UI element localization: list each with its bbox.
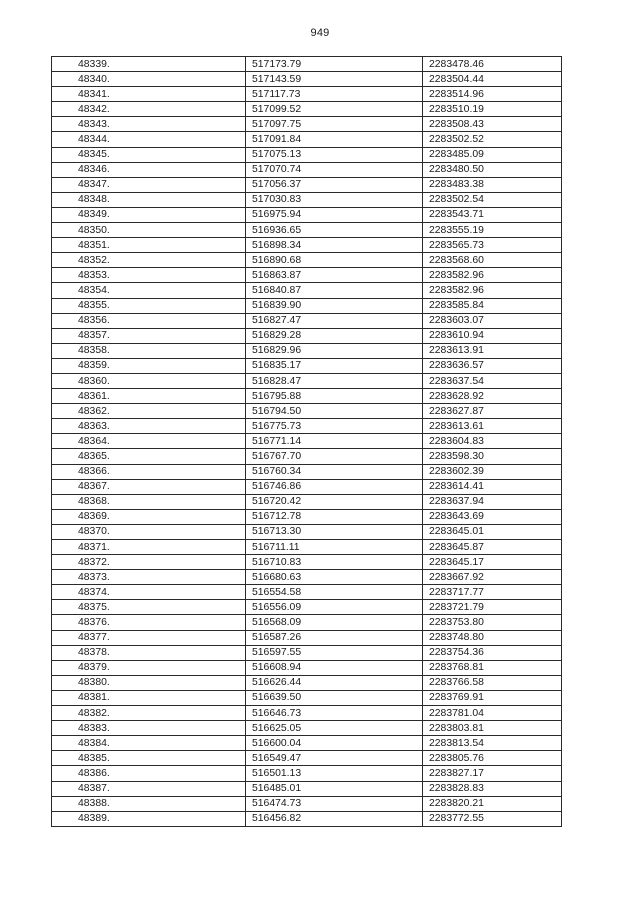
x-coordinate-cell: 516646.73 (246, 706, 423, 721)
table-row (52, 313, 562, 328)
table-row (52, 600, 562, 615)
point-number-cell: 48381. (52, 690, 246, 705)
y-coordinate-cell: 2283508.43 (423, 117, 562, 132)
x-coordinate-cell: 516840.87 (246, 283, 423, 298)
y-coordinate-cell: 2283543.71 (423, 207, 562, 222)
table-row (52, 690, 562, 705)
y-coordinate-cell: 2283813.54 (423, 736, 562, 751)
table-row (52, 162, 562, 177)
y-coordinate-cell: 2283502.54 (423, 192, 562, 207)
y-coordinate-cell: 2283628.92 (423, 389, 562, 404)
point-number-cell: 48379. (52, 660, 246, 675)
coordinates-table (51, 56, 562, 827)
point-number-cell: 48376. (52, 615, 246, 630)
table-row (52, 509, 562, 524)
x-coordinate-cell: 516936.65 (246, 223, 423, 238)
x-coordinate-cell: 516639.50 (246, 690, 423, 705)
x-coordinate-cell: 516771.14 (246, 434, 423, 449)
y-coordinate-cell: 2283643.69 (423, 509, 562, 524)
table-row (52, 796, 562, 811)
x-coordinate-cell: 516827.47 (246, 313, 423, 328)
point-number-cell: 48373. (52, 570, 246, 585)
x-coordinate-cell: 516760.34 (246, 464, 423, 479)
page-number: 949 (310, 27, 330, 39)
x-coordinate-cell: 517173.79 (246, 57, 423, 72)
point-number-cell: 48371. (52, 540, 246, 555)
point-number-cell: 48378. (52, 645, 246, 660)
y-coordinate-cell: 2283636.57 (423, 358, 562, 373)
table-row (52, 298, 562, 313)
point-number-cell: 48344. (52, 132, 246, 147)
y-coordinate-cell: 2283637.94 (423, 494, 562, 509)
y-coordinate-cell: 2283565.73 (423, 238, 562, 253)
point-number-cell: 48346. (52, 162, 246, 177)
x-coordinate-cell: 516712.78 (246, 509, 423, 524)
x-coordinate-cell: 516474.73 (246, 796, 423, 811)
y-coordinate-cell: 2283483.38 (423, 177, 562, 192)
x-coordinate-cell: 516890.68 (246, 253, 423, 268)
point-number-cell: 48366. (52, 464, 246, 479)
table-row (52, 675, 562, 690)
y-coordinate-cell: 2283514.96 (423, 87, 562, 102)
y-coordinate-cell: 2283768.81 (423, 660, 562, 675)
y-coordinate-cell: 2283504.44 (423, 72, 562, 87)
table-row (52, 57, 562, 72)
table-row (52, 660, 562, 675)
y-coordinate-cell: 2283721.79 (423, 600, 562, 615)
y-coordinate-cell: 2283480.50 (423, 162, 562, 177)
point-number-cell: 48368. (52, 494, 246, 509)
point-number-cell: 48339. (52, 57, 246, 72)
y-coordinate-cell: 2283478.46 (423, 57, 562, 72)
table-row (52, 811, 562, 826)
x-coordinate-cell: 516795.88 (246, 389, 423, 404)
table-row (52, 328, 562, 343)
point-number-cell: 48377. (52, 630, 246, 645)
y-coordinate-cell: 2283828.83 (423, 781, 562, 796)
x-coordinate-cell: 516829.28 (246, 328, 423, 343)
table-row (52, 615, 562, 630)
x-coordinate-cell: 517143.59 (246, 72, 423, 87)
y-coordinate-cell: 2283582.96 (423, 268, 562, 283)
x-coordinate-cell: 517117.73 (246, 87, 423, 102)
point-number-cell: 48384. (52, 736, 246, 751)
y-coordinate-cell: 2283502.52 (423, 132, 562, 147)
y-coordinate-cell: 2283645.01 (423, 524, 562, 539)
point-number-cell: 48382. (52, 706, 246, 721)
table-row (52, 766, 562, 781)
x-coordinate-cell: 516608.94 (246, 660, 423, 675)
table-row (52, 102, 562, 117)
y-coordinate-cell: 2283667.92 (423, 570, 562, 585)
point-number-cell: 48383. (52, 721, 246, 736)
y-coordinate-cell: 2283598.30 (423, 449, 562, 464)
table-row (52, 751, 562, 766)
table-row (52, 585, 562, 600)
y-coordinate-cell: 2283820.21 (423, 796, 562, 811)
point-number-cell: 48351. (52, 238, 246, 253)
point-number-cell: 48350. (52, 223, 246, 238)
point-number-cell: 48372. (52, 555, 246, 570)
table-row (52, 781, 562, 796)
y-coordinate-cell: 2283754.36 (423, 645, 562, 660)
x-coordinate-cell: 516711.11 (246, 540, 423, 555)
point-number-cell: 48370. (52, 524, 246, 539)
point-number-cell: 48364. (52, 434, 246, 449)
coordinates-table-body (52, 57, 562, 827)
x-coordinate-cell: 516556.09 (246, 600, 423, 615)
point-number-cell: 48388. (52, 796, 246, 811)
y-coordinate-cell: 2283555.19 (423, 223, 562, 238)
table-row (52, 192, 562, 207)
x-coordinate-cell: 517091.84 (246, 132, 423, 147)
x-coordinate-cell: 516794.50 (246, 404, 423, 419)
point-number-cell: 48353. (52, 268, 246, 283)
x-coordinate-cell: 516626.44 (246, 675, 423, 690)
table-row (52, 555, 562, 570)
table-row (52, 268, 562, 283)
point-number-cell: 48341. (52, 87, 246, 102)
x-coordinate-cell: 516600.04 (246, 736, 423, 751)
point-number-cell: 48355. (52, 298, 246, 313)
point-number-cell: 48340. (52, 72, 246, 87)
x-coordinate-cell: 516746.86 (246, 479, 423, 494)
point-number-cell: 48342. (52, 102, 246, 117)
x-coordinate-cell: 517056.37 (246, 177, 423, 192)
table-row (52, 479, 562, 494)
y-coordinate-cell: 2283485.09 (423, 147, 562, 162)
point-number-cell: 48357. (52, 328, 246, 343)
x-coordinate-cell: 516554.58 (246, 585, 423, 600)
y-coordinate-cell: 2283803.81 (423, 721, 562, 736)
table-row (52, 343, 562, 358)
x-coordinate-cell: 516863.87 (246, 268, 423, 283)
y-coordinate-cell: 2283772.55 (423, 811, 562, 826)
table-row (52, 419, 562, 434)
x-coordinate-cell: 517030.83 (246, 192, 423, 207)
y-coordinate-cell: 2283645.17 (423, 555, 562, 570)
y-coordinate-cell: 2283805.76 (423, 751, 562, 766)
point-number-cell: 48348. (52, 192, 246, 207)
table-row (52, 389, 562, 404)
x-coordinate-cell: 516828.47 (246, 373, 423, 388)
table-row (52, 223, 562, 238)
point-number-cell: 48387. (52, 781, 246, 796)
x-coordinate-cell: 516568.09 (246, 615, 423, 630)
point-number-cell: 48385. (52, 751, 246, 766)
table-row (52, 72, 562, 87)
point-number-cell: 48352. (52, 253, 246, 268)
table-row (52, 147, 562, 162)
table-row (52, 524, 562, 539)
point-number-cell: 48360. (52, 373, 246, 388)
table-row (52, 238, 562, 253)
y-coordinate-cell: 2283602.39 (423, 464, 562, 479)
table-row (52, 117, 562, 132)
table-row (52, 358, 562, 373)
point-number-cell: 48389. (52, 811, 246, 826)
x-coordinate-cell: 517097.75 (246, 117, 423, 132)
y-coordinate-cell: 2283781.04 (423, 706, 562, 721)
x-coordinate-cell: 516829.96 (246, 343, 423, 358)
x-coordinate-cell: 516720.42 (246, 494, 423, 509)
table-row (52, 132, 562, 147)
y-coordinate-cell: 2283568.60 (423, 253, 562, 268)
table-row (52, 283, 562, 298)
point-number-cell: 48356. (52, 313, 246, 328)
table-row (52, 736, 562, 751)
table-row (52, 404, 562, 419)
y-coordinate-cell: 2283717.77 (423, 585, 562, 600)
x-coordinate-cell: 516680.63 (246, 570, 423, 585)
x-coordinate-cell: 516501.13 (246, 766, 423, 781)
y-coordinate-cell: 2283604.83 (423, 434, 562, 449)
point-number-cell: 48380. (52, 675, 246, 690)
point-number-cell: 48359. (52, 358, 246, 373)
y-coordinate-cell: 2283753.80 (423, 615, 562, 630)
table-row (52, 570, 562, 585)
x-coordinate-cell: 517099.52 (246, 102, 423, 117)
y-coordinate-cell: 2283613.91 (423, 343, 562, 358)
x-coordinate-cell: 516710.83 (246, 555, 423, 570)
x-coordinate-cell: 516975.94 (246, 207, 423, 222)
table-row (52, 721, 562, 736)
table-row (52, 373, 562, 388)
point-number-cell: 48343. (52, 117, 246, 132)
y-coordinate-cell: 2283585.84 (423, 298, 562, 313)
x-coordinate-cell: 517075.13 (246, 147, 423, 162)
x-coordinate-cell: 516587.26 (246, 630, 423, 645)
x-coordinate-cell: 517070.74 (246, 162, 423, 177)
x-coordinate-cell: 516898.34 (246, 238, 423, 253)
point-number-cell: 48354. (52, 283, 246, 298)
y-coordinate-cell: 2283614.41 (423, 479, 562, 494)
y-coordinate-cell: 2283769.91 (423, 690, 562, 705)
y-coordinate-cell: 2283610.94 (423, 328, 562, 343)
x-coordinate-cell: 516775.73 (246, 419, 423, 434)
y-coordinate-cell: 2283645.87 (423, 540, 562, 555)
y-coordinate-cell: 2283766.58 (423, 675, 562, 690)
point-number-cell: 48361. (52, 389, 246, 404)
x-coordinate-cell: 516839.90 (246, 298, 423, 313)
x-coordinate-cell: 516485.01 (246, 781, 423, 796)
point-number-cell: 48365. (52, 449, 246, 464)
point-number-cell: 48349. (52, 207, 246, 222)
y-coordinate-cell: 2283510.19 (423, 102, 562, 117)
x-coordinate-cell: 516767.70 (246, 449, 423, 464)
x-coordinate-cell: 516597.55 (246, 645, 423, 660)
point-number-cell: 48369. (52, 509, 246, 524)
y-coordinate-cell: 2283613.61 (423, 419, 562, 434)
table-row (52, 434, 562, 449)
y-coordinate-cell: 2283748.80 (423, 630, 562, 645)
x-coordinate-cell: 516625.05 (246, 721, 423, 736)
x-coordinate-cell: 516549.47 (246, 751, 423, 766)
x-coordinate-cell: 516456.82 (246, 811, 423, 826)
table-row (52, 207, 562, 222)
point-number-cell: 48362. (52, 404, 246, 419)
table-row (52, 645, 562, 660)
table-row (52, 253, 562, 268)
point-number-cell: 48374. (52, 585, 246, 600)
table-row (52, 706, 562, 721)
y-coordinate-cell: 2283582.96 (423, 283, 562, 298)
point-number-cell: 48375. (52, 600, 246, 615)
x-coordinate-cell: 516835.17 (246, 358, 423, 373)
table-row (52, 464, 562, 479)
point-number-cell: 48386. (52, 766, 246, 781)
point-number-cell: 48345. (52, 147, 246, 162)
table-row (52, 540, 562, 555)
table-row (52, 630, 562, 645)
y-coordinate-cell: 2283637.54 (423, 373, 562, 388)
table-row (52, 449, 562, 464)
y-coordinate-cell: 2283827.17 (423, 766, 562, 781)
point-number-cell: 48358. (52, 343, 246, 358)
y-coordinate-cell: 2283627.87 (423, 404, 562, 419)
y-coordinate-cell: 2283603.07 (423, 313, 562, 328)
point-number-cell: 48363. (52, 419, 246, 434)
table-row (52, 494, 562, 509)
table-row (52, 177, 562, 192)
table-row (52, 87, 562, 102)
point-number-cell: 48367. (52, 479, 246, 494)
point-number-cell: 48347. (52, 177, 246, 192)
x-coordinate-cell: 516713.30 (246, 524, 423, 539)
